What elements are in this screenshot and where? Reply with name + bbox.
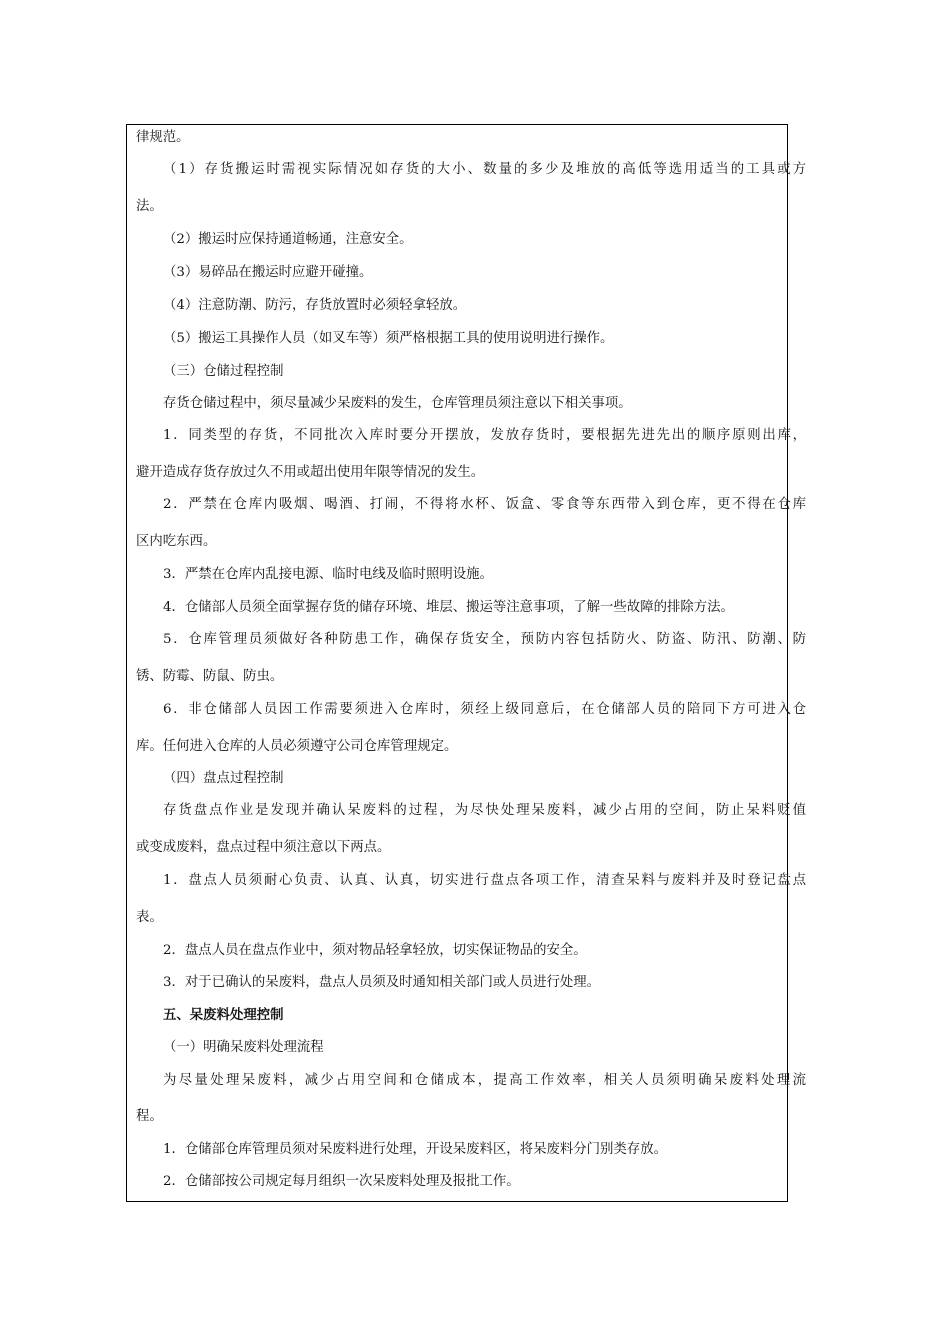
text-line: （3）易碎品在搬运时应避开碰撞。 (163, 265, 373, 280)
text-line: 避开造成存货存放过久不用或超出使用年限等情况的发生。 (136, 465, 485, 480)
text-line: （4）注意防潮、防污，存货放置时必须轻拿轻放。 (163, 298, 467, 313)
chapter-heading: 五、呆废料处理控制 (163, 1007, 284, 1023)
section-heading: （三）仓储过程控制 (163, 364, 284, 379)
text-line: 库。任何进入仓库的人员必须遵守公司仓库管理规定。 (136, 739, 458, 754)
text-line: 法。 (136, 199, 163, 214)
section-heading: （一）明确呆废料处理流程 (163, 1040, 324, 1055)
text-line: （5）搬运工具操作人员（如叉车等）须严格根据工具的使用说明进行操作。 (163, 331, 614, 346)
text-line: 5．仓库管理员须做好各种防患工作，确保存货安全，预防内容包括防火、防盗、防汛、防潮、防 (163, 632, 806, 647)
text-line: 6．非仓储部人员因工作需要须进入仓库时，须经上级同意后，在仓储部人员的陪同下方可进入仓 (163, 702, 806, 717)
text-line: 锈、防霉、防鼠、防虫。 (136, 669, 284, 684)
text-line: 2．仓储部按公司规定每月组织一次呆废料处理及报批工作。 (163, 1174, 520, 1189)
text-line: 4．仓储部人员须全面掌握存货的储存环境、堆层、搬运等注意事项，了解一些故障的排除方法。 (163, 600, 734, 615)
text-line: 2．严禁在仓库内吸烟、喝酒、打闹，不得将水杯、饭盒、零食等东西带入到仓库，更不得在仓库 (163, 497, 806, 512)
text-line: 程。 (136, 1109, 163, 1124)
text-line: 律规范。 (136, 130, 190, 145)
text-line: 存货盘点作业是发现并确认呆废料的过程，为尽快处理呆废料，减少占用的空间，防止呆料贬值 (163, 803, 806, 818)
text-line: 1．盘点人员须耐心负责、认真、认真，切实进行盘点各项工作，清查呆料与废料并及时登记盘点 (163, 873, 806, 888)
text-line: 区内吃东西。 (136, 534, 217, 549)
text-line: 3．严禁在仓库内乱接电源、临时电线及临时照明设施。 (163, 567, 493, 582)
text-line: 或变成废料，盘点过程中须注意以下两点。 (136, 840, 391, 855)
text-line: 为尽量处理呆废料，减少占用空间和仓储成本，提高工作效率，相关人员须明确呆废料处理流 (163, 1073, 806, 1088)
text-line: 1．仓储部仓库管理员须对呆废料进行处理，开设呆废料区，将呆废料分门别类存放。 (163, 1142, 667, 1157)
text-line: 2．盘点人员在盘点作业中，须对物品轻拿轻放，切实保证物品的安全。 (163, 943, 587, 958)
text-line: 3．对于已确认的呆废料，盘点人员须及时通知相关部门或人员进行处理。 (163, 975, 601, 990)
text-line: （1）存货搬运时需视实际情况如存货的大小、数量的多少及堆放的高低等选用适当的工具或方 (163, 162, 806, 177)
text-line: 表。 (136, 910, 163, 925)
text-line: （2）搬运时应保持通道畅通，注意安全。 (163, 232, 413, 247)
section-heading: （四）盘点过程控制 (163, 771, 284, 786)
text-line: 存货仓储过程中，须尽量减少呆废料的发生，仓库管理员须注意以下相关事项。 (163, 396, 632, 411)
text-line: 1．同类型的存货，不同批次入库时要分开摆放，发放存货时，要根据先进先出的顺序原则出库， (163, 428, 806, 443)
